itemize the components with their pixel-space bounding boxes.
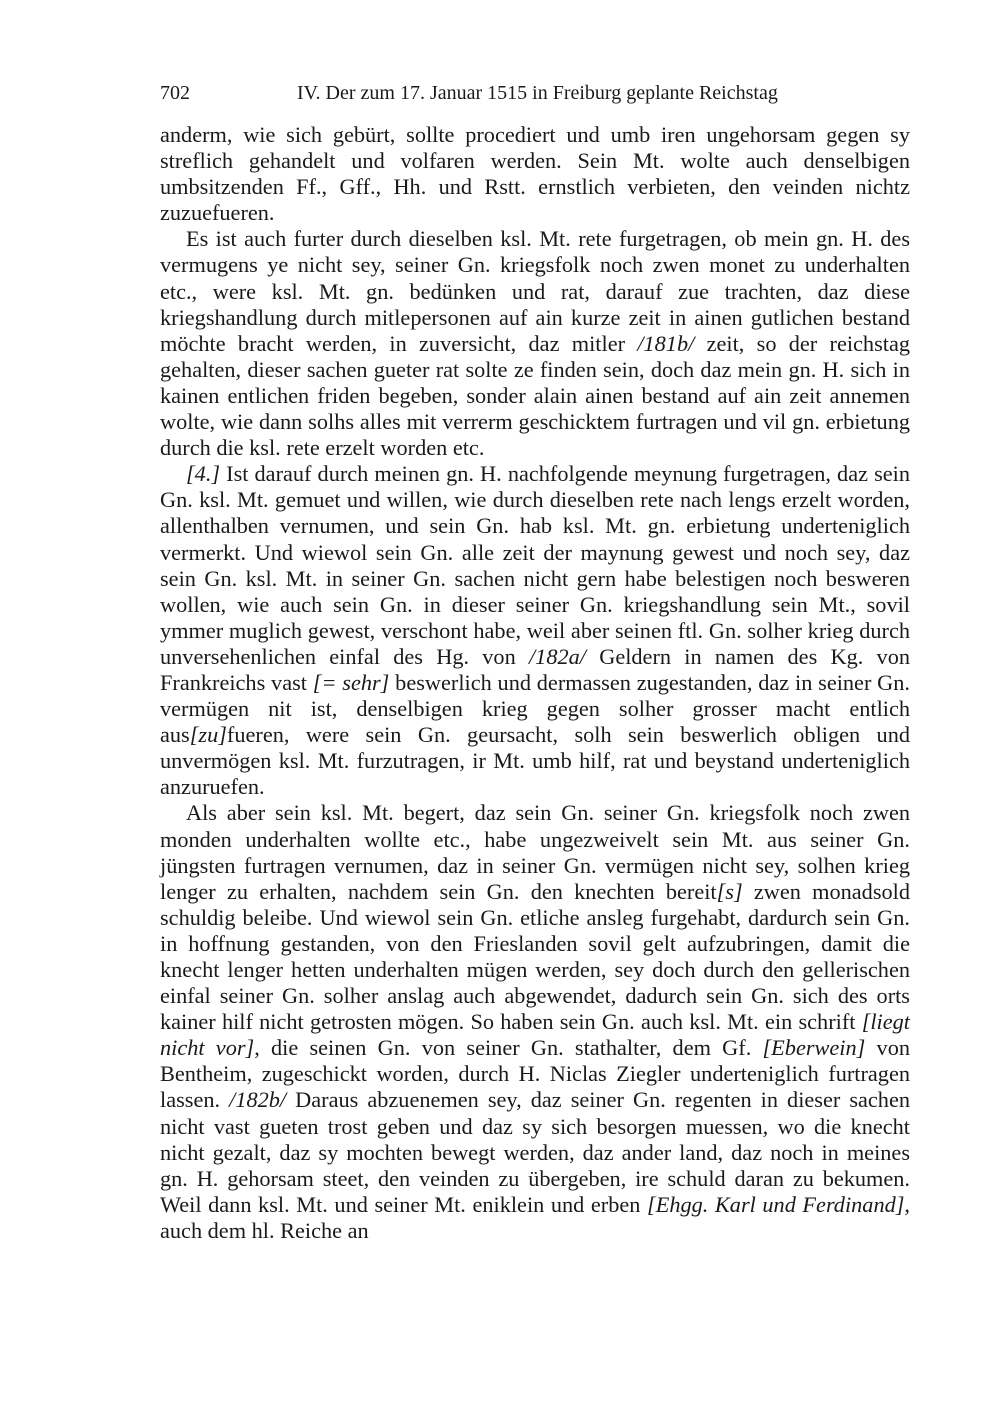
text-run: Ist darauf durch meinen gn. H. nachfolgende meynung furgetragen, daz sein Gn. ksl. Mt. gemuet und willen, wie durch dieselben rete nach lengs erzelt worden, allenthalben vernumen, und sein Gn. hab ksl. Mt. gn. erbietung underteniglich vermerkt. Und wiewol sein Gn. alle zeit der maynung gewest und noch sey, daz sein Gn. ksl. Mt. in seiner Gn. sachen nicht gern habe belestigen noch besweren wollen, wie auch sein Gn. in dieser seiner Gn. kriegshandlung sein Mt., sovil ymmer muglich gewest, verschont habe, weil aber seinen ftl. Gn. solher krieg durch unversehenlichen einfal des Hg. von: [160, 461, 910, 669]
editorial-annotation: [s]: [716, 878, 743, 904]
text-run: , die seinen Gn. von seiner Gn. stathalter, dem Gf.: [254, 1035, 763, 1061]
editorial-annotation: /182b/: [229, 1087, 287, 1113]
editorial-annotation: [4.]: [186, 461, 221, 487]
text-run: zwen monadsold schuldig beleibe. Und wiewol sein Gn. etliche ansleg furgehabt, dardurch sein Gn. in hoffnung gestanden, von den Frieslanden sovil gelt aufzubringen, damit die knecht lenger hetten underhalten mügen werden, sey doch durch den gellerischen einfal seiner Gn. solher anslag auch abgewendet, dadurch sein Gn. sich des orts kainer hilf nicht getrosten mögen. So haben sein Gn. auch ksl. Mt. ein schrift: [160, 878, 910, 1035]
editorial-annotation: /182a/: [528, 643, 586, 669]
text-run: anderm, wie sich gebürt, sollte procediert und umb iren ungehorsam gegen sy streflich gehandelt und volfaren werden. Sein Mt. wolte auch denselbigen umbsitzenden Ff., Gff., Hh. und Rstt. ernstlich verbieten, den veinden nichtz zuzuefueren.: [160, 122, 910, 226]
editorial-annotation: [Eberwein]: [762, 1035, 866, 1061]
text-run: Es ist auch furter durch dieselben ksl. Mt. rete furgetragen, ob mein gn. H. des vermugens ye nicht sey, seiner Gn. kriegsfolk noch zwen monet zu underhalten etc., were ksl. Mt. gn. bedünken und rat, darauf zue trachten, daz diese kriegshandlung durch mitlepersonen auf ain kurze zeit in ainen gutlichen bestand möchte bracht werden, in zuversicht, daz mitler: [160, 226, 910, 356]
text-run: zeit, so der reichstag gehalten, dieser sachen gueter rat solte ze finden sein, doch daz mein gn. H. sich in kainen entlichen friden begeben, sonder alain ainen bestand auf ain zeit annemen wolte, wie dann solhs alles mit verrerm geschicktem furtragen und vil gn. erbietung durch die ksl. rete erzelt worden etc.: [160, 330, 910, 461]
paragraph: [160, 800, 910, 1244]
editorial-annotation: [zu]: [189, 722, 227, 748]
editorial-annotation: [= sehr]: [312, 669, 390, 695]
editorial-annotation: [Ehgg. Karl und Ferdinand]: [647, 1191, 905, 1217]
editorial-annotation: [liegt nicht vor]: [160, 1009, 910, 1061]
paragraph: [160, 461, 910, 800]
text-run: , auch dem hl. Reiche an: [160, 1191, 910, 1243]
text-run: Geldern in namen des Kg. von Frankreichs vast: [160, 643, 910, 695]
running-header: [160, 80, 910, 106]
body-text: [160, 122, 910, 1244]
editorial-annotation: /181b/: [637, 330, 695, 356]
document-page: [160, 80, 910, 1244]
text-run: Als aber sein ksl. Mt. begert, daz sein Gn. seiner Gn. kriegsfolk noch zwen monden underhalten wollte etc., habe ungezweivelt sein Mt. aus seiner Gn. jüngsten furtragen vernumen, daz in seiner Gn. vermügen nicht sey, solhen krieg lenger zu erhalten, nachdem sein Gn. den knechten bereit: [160, 800, 910, 904]
text-run: fueren, were sein Gn. geursacht, solh sein beswerlich obligen und unvermögen ksl. Mt. furzutragen, ir Mt. umb hilf, rat und beystand underteniglich anzuruefen.: [160, 722, 910, 800]
text-run: von Bentheim, zugeschickt worden, durch H. Niclas Ziegler underteniglich furtragen lassen.: [160, 1035, 910, 1113]
page-number: 702: [160, 82, 190, 104]
text-run: Daraus abzuenemen sey, daz seiner Gn. regenten in dieser sachen nicht vast gueten trost geben und daz sy sich besorgen muessen, wo die knecht nicht gezalt, daz sy mochten bewegt werden, daz ander land, daz noch in meines gn. H. gehorsam steet, den veinden zu übergeben, ire schuld daran zu bekumen. Weil dann ksl. Mt. und seiner Mt. eniklein und erben: [160, 1087, 910, 1217]
paragraph: [160, 226, 910, 461]
running-title: IV. Der zum 17. Januar 1515 in Freiburg geplante Reichstag: [297, 82, 778, 104]
text-run: beswerlich und dermassen zugestanden, daz in seiner Gn. vermügen nit ist, denselbigen krieg gegen solher grosser macht entlich aus: [160, 669, 910, 748]
paragraph: [160, 122, 910, 226]
